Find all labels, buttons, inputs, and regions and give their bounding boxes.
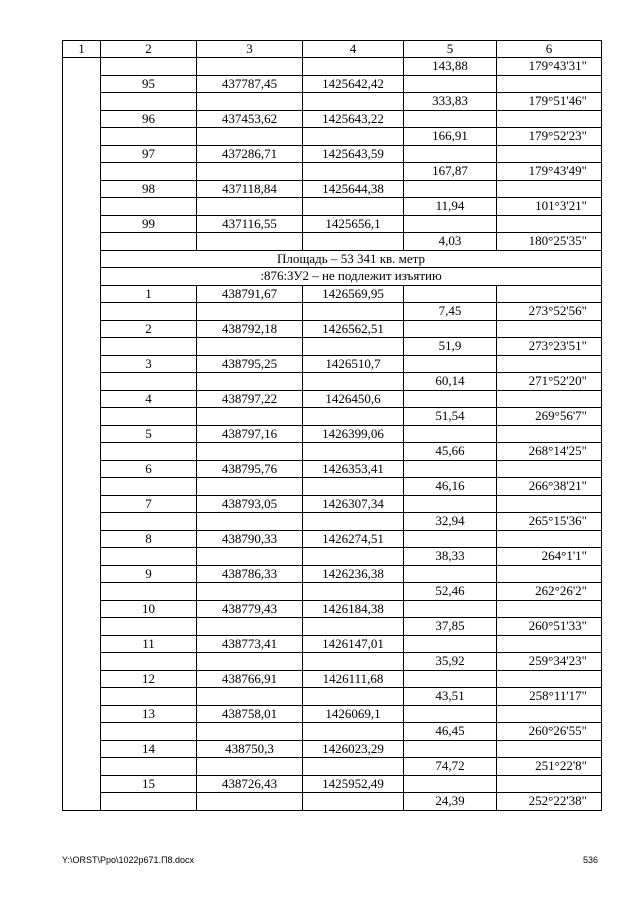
empty-cell: [101, 58, 197, 76]
point-number: 15: [101, 775, 197, 793]
empty-cell: [197, 128, 303, 146]
segment-row: [63, 58, 602, 76]
point-row: [63, 600, 602, 618]
segment-angle: 251°22'8": [497, 758, 602, 776]
segment-row: [63, 688, 602, 706]
empty-cell: [404, 285, 497, 303]
empty-cell: [303, 233, 404, 251]
segment-length: 143,88: [404, 58, 497, 76]
empty-cell: [303, 688, 404, 706]
point-x: 438791,67: [197, 285, 303, 303]
point-y: 1425643,22: [303, 110, 404, 128]
empty-cell: [101, 548, 197, 566]
empty-cell: [101, 128, 197, 146]
header-cell: 2: [101, 41, 197, 58]
segment-angle: 268°14'25": [497, 443, 602, 461]
point-x: 438797,22: [197, 390, 303, 408]
empty-cell: [303, 128, 404, 146]
segment-length: 51,54: [404, 408, 497, 426]
segment-angle: 179°43'49": [497, 163, 602, 181]
point-number: 9: [101, 565, 197, 583]
empty-cell: [404, 425, 497, 443]
segment-length: 35,92: [404, 653, 497, 671]
empty-cell: [101, 163, 197, 181]
point-number: 13: [101, 705, 197, 723]
point-y: 1426111,68: [303, 670, 404, 688]
empty-cell: [303, 338, 404, 356]
table-body: [63, 41, 602, 811]
empty-cell: [497, 355, 602, 373]
segment-row: [63, 653, 602, 671]
point-number: 96: [101, 110, 197, 128]
point-y: 1426562,51: [303, 320, 404, 338]
segment-length: 52,46: [404, 583, 497, 601]
point-x: 438726,43: [197, 775, 303, 793]
empty-cell: [303, 793, 404, 811]
empty-cell: [303, 443, 404, 461]
segment-length: 333,83: [404, 93, 497, 111]
empty-cell: [497, 530, 602, 548]
point-row: [63, 390, 602, 408]
segment-length: 74,72: [404, 758, 497, 776]
point-number: 1: [101, 285, 197, 303]
header-cell: 5: [404, 41, 497, 58]
empty-cell: [101, 338, 197, 356]
point-row: [63, 145, 602, 163]
point-number: 95: [101, 75, 197, 93]
empty-cell: [497, 320, 602, 338]
segment-angle: 101°3'21": [497, 198, 602, 216]
empty-cell: [497, 600, 602, 618]
point-y: 1426450,6: [303, 390, 404, 408]
empty-cell: [101, 93, 197, 111]
section-caption-row: [63, 268, 602, 286]
empty-cell: [197, 233, 303, 251]
segment-length: 7,45: [404, 303, 497, 321]
segment-row: [63, 583, 602, 601]
point-number: 12: [101, 670, 197, 688]
segment-row: [63, 198, 602, 216]
empty-cell: [497, 670, 602, 688]
empty-cell: [197, 758, 303, 776]
empty-cell: [303, 653, 404, 671]
point-number: 2: [101, 320, 197, 338]
empty-cell: [497, 110, 602, 128]
segment-length: 46,16: [404, 478, 497, 496]
point-number: 3: [101, 355, 197, 373]
point-x: 438793,05: [197, 495, 303, 513]
empty-cell: [303, 408, 404, 426]
empty-cell: [303, 618, 404, 636]
empty-cell: [197, 58, 303, 76]
segment-angle: 179°51'46": [497, 93, 602, 111]
point-row: [63, 565, 602, 583]
empty-cell: [497, 740, 602, 758]
segment-row: [63, 758, 602, 776]
empty-cell: [404, 75, 497, 93]
footer-file-path: Y:\ORST\Ppo\1022p671.П8.docx: [62, 855, 195, 865]
point-row: [63, 180, 602, 198]
empty-cell: [303, 93, 404, 111]
segment-row: [63, 128, 602, 146]
segment-length: 46,45: [404, 723, 497, 741]
empty-cell: [197, 478, 303, 496]
empty-cell: [404, 180, 497, 198]
empty-cell: [404, 145, 497, 163]
segment-length: 60,14: [404, 373, 497, 391]
segment-row: [63, 443, 602, 461]
empty-cell: [404, 495, 497, 513]
segment-angle: 269°56'7": [497, 408, 602, 426]
segment-angle: 180°25'35": [497, 233, 602, 251]
point-y: 1426569,95: [303, 285, 404, 303]
point-x: 438795,76: [197, 460, 303, 478]
point-x: 438758,01: [197, 705, 303, 723]
section-caption-row: [63, 250, 602, 268]
point-number: 10: [101, 600, 197, 618]
segment-angle: 264°1'1": [497, 548, 602, 566]
point-row: [63, 530, 602, 548]
point-x: 438779,43: [197, 600, 303, 618]
empty-cell: [404, 110, 497, 128]
segment-length: 11,94: [404, 198, 497, 216]
segment-row: [63, 723, 602, 741]
empty-cell: [101, 688, 197, 706]
segment-angle: 179°52'23": [497, 128, 602, 146]
point-number: 14: [101, 740, 197, 758]
empty-cell: [404, 355, 497, 373]
point-y: 1426274,51: [303, 530, 404, 548]
section-caption: :876:ЗУ2 – не подлежит изъятию: [101, 268, 602, 286]
segment-length: 24,39: [404, 793, 497, 811]
point-number: 4: [101, 390, 197, 408]
point-row: [63, 355, 602, 373]
empty-cell: [303, 758, 404, 776]
point-x: 437118,84: [197, 180, 303, 198]
point-y: 1426236,38: [303, 565, 404, 583]
point-y: 1426023,29: [303, 740, 404, 758]
empty-cell: [197, 583, 303, 601]
empty-cell: [497, 635, 602, 653]
point-number: 6: [101, 460, 197, 478]
point-y: 1425642,42: [303, 75, 404, 93]
empty-cell: [497, 495, 602, 513]
empty-cell: [197, 793, 303, 811]
segment-length: 51,9: [404, 338, 497, 356]
empty-cell: [404, 530, 497, 548]
point-row: [63, 495, 602, 513]
point-number: 97: [101, 145, 197, 163]
point-row: [63, 110, 602, 128]
empty-cell: [497, 180, 602, 198]
point-row: [63, 215, 602, 233]
section-caption: Площадь – 53 341 кв. метр: [101, 250, 602, 268]
segment-angle: 266°38'21": [497, 478, 602, 496]
point-number: 98: [101, 180, 197, 198]
point-row: [63, 425, 602, 443]
empty-cell: [303, 583, 404, 601]
segment-row: [63, 408, 602, 426]
empty-cell: [101, 618, 197, 636]
empty-cell: [303, 478, 404, 496]
empty-cell: [197, 373, 303, 391]
point-row: [63, 775, 602, 793]
segment-angle: 260°26'55": [497, 723, 602, 741]
point-row: [63, 460, 602, 478]
empty-cell: [303, 163, 404, 181]
segment-row: [63, 478, 602, 496]
point-number: 5: [101, 425, 197, 443]
empty-cell: [303, 513, 404, 531]
segment-row: [63, 338, 602, 356]
point-x: 438786,33: [197, 565, 303, 583]
segment-length: 45,66: [404, 443, 497, 461]
segment-angle: 260°51'33": [497, 618, 602, 636]
empty-cell: [101, 793, 197, 811]
empty-cell: [101, 583, 197, 601]
empty-cell: [101, 443, 197, 461]
segment-length: 38,33: [404, 548, 497, 566]
segment-row: [63, 373, 602, 391]
segment-length: 37,85: [404, 618, 497, 636]
empty-cell: [497, 215, 602, 233]
point-row: [63, 75, 602, 93]
empty-cell: [404, 390, 497, 408]
empty-cell: [197, 688, 303, 706]
header-cell: 1: [63, 41, 101, 58]
point-number: 11: [101, 635, 197, 653]
point-y: 1425656,1: [303, 215, 404, 233]
empty-cell: [404, 670, 497, 688]
empty-cell: [303, 58, 404, 76]
empty-cell: [197, 163, 303, 181]
empty-cell: [197, 653, 303, 671]
point-x: 438790,33: [197, 530, 303, 548]
empty-cell: [303, 373, 404, 391]
empty-cell: [303, 723, 404, 741]
empty-cell: [497, 75, 602, 93]
point-row: [63, 705, 602, 723]
column-1-merged-cell: [63, 58, 101, 811]
segment-length: 4,03: [404, 233, 497, 251]
coordinates-table: [62, 40, 602, 811]
point-x: 437453,62: [197, 110, 303, 128]
segment-row: [63, 303, 602, 321]
table-header-row: [63, 41, 602, 58]
empty-cell: [101, 758, 197, 776]
empty-cell: [404, 740, 497, 758]
empty-cell: [197, 338, 303, 356]
empty-cell: [404, 320, 497, 338]
header-cell: 4: [303, 41, 404, 58]
empty-cell: [497, 390, 602, 408]
point-x: 438797,16: [197, 425, 303, 443]
segment-angle: 271°52'20": [497, 373, 602, 391]
point-row: [63, 320, 602, 338]
segment-angle: 259°34'23": [497, 653, 602, 671]
empty-cell: [303, 198, 404, 216]
segment-angle: 262°26'2": [497, 583, 602, 601]
empty-cell: [197, 513, 303, 531]
point-x: 438750,3: [197, 740, 303, 758]
point-number: 7: [101, 495, 197, 513]
header-cell: 3: [197, 41, 303, 58]
point-y: 1426510,7: [303, 355, 404, 373]
empty-cell: [197, 93, 303, 111]
segment-angle: 179°43'31": [497, 58, 602, 76]
empty-cell: [404, 775, 497, 793]
empty-cell: [197, 408, 303, 426]
segment-length: 32,94: [404, 513, 497, 531]
empty-cell: [101, 513, 197, 531]
point-row: [63, 740, 602, 758]
footer-page-number: 536: [582, 855, 598, 865]
empty-cell: [197, 198, 303, 216]
segment-angle: 273°23'51": [497, 338, 602, 356]
empty-cell: [497, 425, 602, 443]
segment-row: [63, 793, 602, 811]
empty-cell: [101, 233, 197, 251]
empty-cell: [197, 618, 303, 636]
point-y: 1425952,49: [303, 775, 404, 793]
empty-cell: [404, 565, 497, 583]
point-row: [63, 670, 602, 688]
segment-length: 166,91: [404, 128, 497, 146]
empty-cell: [101, 723, 197, 741]
empty-cell: [101, 373, 197, 391]
point-number: 8: [101, 530, 197, 548]
empty-cell: [404, 215, 497, 233]
empty-cell: [497, 565, 602, 583]
empty-cell: [497, 460, 602, 478]
empty-cell: [404, 705, 497, 723]
empty-cell: [197, 723, 303, 741]
point-y: 1426353,41: [303, 460, 404, 478]
point-number: 99: [101, 215, 197, 233]
point-y: 1426307,34: [303, 495, 404, 513]
empty-cell: [101, 653, 197, 671]
empty-cell: [497, 145, 602, 163]
empty-cell: [303, 548, 404, 566]
point-row: [63, 285, 602, 303]
segment-angle: 265°15'36": [497, 513, 602, 531]
point-y: 1426399,06: [303, 425, 404, 443]
point-x: 438766,91: [197, 670, 303, 688]
segment-angle: 258°11'17": [497, 688, 602, 706]
segment-angle: 273°52'56": [497, 303, 602, 321]
segment-row: [63, 618, 602, 636]
empty-cell: [101, 198, 197, 216]
point-x: 437787,45: [197, 75, 303, 93]
point-row: [63, 635, 602, 653]
empty-cell: [497, 705, 602, 723]
point-y: 1425643,59: [303, 145, 404, 163]
point-y: 1426184,38: [303, 600, 404, 618]
point-x: 438792,18: [197, 320, 303, 338]
empty-cell: [101, 478, 197, 496]
segment-angle: 252°22'38": [497, 793, 602, 811]
empty-cell: [101, 303, 197, 321]
empty-cell: [197, 443, 303, 461]
point-x: 437116,55: [197, 215, 303, 233]
empty-cell: [303, 303, 404, 321]
point-y: 1426147,01: [303, 635, 404, 653]
header-cell: 6: [497, 41, 602, 58]
segment-row: [63, 513, 602, 531]
point-y: 1426069,1: [303, 705, 404, 723]
empty-cell: [404, 635, 497, 653]
empty-cell: [101, 408, 197, 426]
empty-cell: [497, 775, 602, 793]
empty-cell: [404, 600, 497, 618]
empty-cell: [497, 285, 602, 303]
empty-cell: [197, 548, 303, 566]
segment-length: 43,51: [404, 688, 497, 706]
point-y: 1425644,38: [303, 180, 404, 198]
point-x: 438773,41: [197, 635, 303, 653]
segment-row: [63, 163, 602, 181]
segment-row: [63, 548, 602, 566]
segment-row: [63, 93, 602, 111]
segment-length: 167,87: [404, 163, 497, 181]
point-x: 438795,25: [197, 355, 303, 373]
segment-row: [63, 233, 602, 251]
empty-cell: [197, 303, 303, 321]
point-x: 437286,71: [197, 145, 303, 163]
empty-cell: [404, 460, 497, 478]
